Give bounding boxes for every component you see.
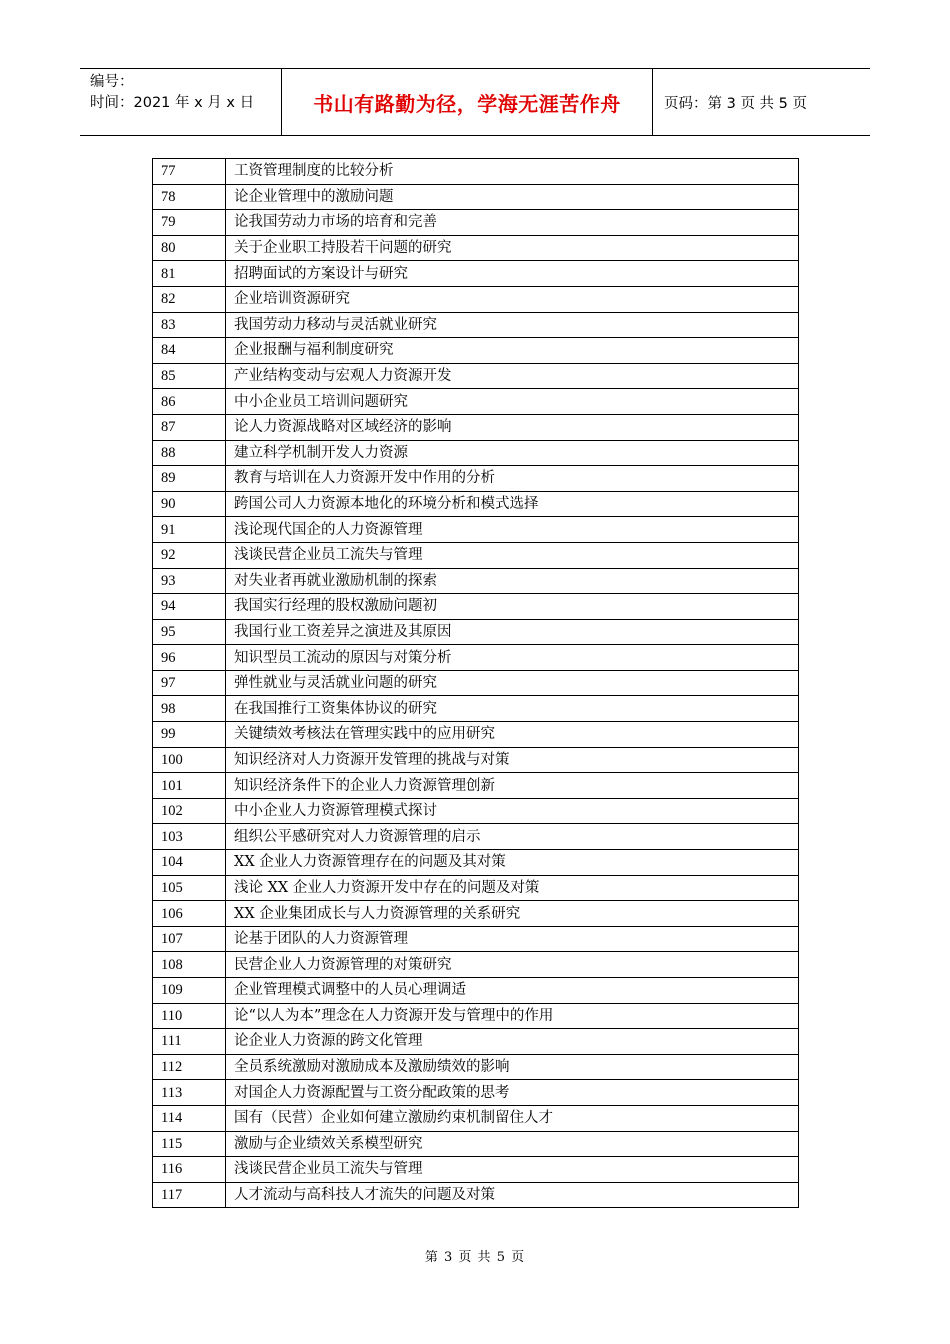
- row-title: 人才流动与高科技人才流失的问题及对策: [226, 1182, 799, 1208]
- table-row: [153, 517, 799, 543]
- row-title: 论我国劳动力市场的培育和完善: [226, 210, 799, 236]
- table-row: [153, 235, 799, 261]
- row-title: 我国行业工资差异之演进及其原因: [226, 619, 799, 645]
- table-row: [153, 875, 799, 901]
- table-row: [153, 286, 799, 312]
- row-title: 论“以人为本”理念在人力资源开发与管理中的作用: [226, 1003, 799, 1029]
- row-title: 浅谈民营企业员工流失与管理: [226, 1157, 799, 1183]
- row-number: 113: [153, 1080, 226, 1106]
- row-number: 106: [153, 901, 226, 927]
- page-footer: 第 3 页 共 5 页: [424, 1250, 526, 1265]
- row-number: 85: [153, 363, 226, 389]
- topic-table-body: [153, 159, 799, 1208]
- header-meta: [80, 69, 282, 135]
- code-label: 编号：: [90, 74, 134, 90]
- table-row: [153, 594, 799, 620]
- row-number: 93: [153, 568, 226, 594]
- table-row: [153, 747, 799, 773]
- table-row: [153, 926, 799, 952]
- row-title: 激励与企业绩效关系模型研究: [226, 1131, 799, 1157]
- table-row: [153, 338, 799, 364]
- time-label: 时间：2021 年 x 月 x 日: [90, 95, 255, 111]
- row-number: 100: [153, 747, 226, 773]
- page-header: [80, 68, 870, 136]
- row-number: 116: [153, 1157, 226, 1183]
- row-title: 产业结构变动与宏观人力资源开发: [226, 363, 799, 389]
- row-number: 91: [153, 517, 226, 543]
- table-row: [153, 696, 799, 722]
- row-number: 82: [153, 286, 226, 312]
- row-number: 86: [153, 389, 226, 415]
- table-row: [153, 414, 799, 440]
- table-row: [153, 773, 799, 799]
- table-row: [153, 798, 799, 824]
- row-title: 组织公平感研究对人力资源管理的启示: [226, 824, 799, 850]
- row-number: 84: [153, 338, 226, 364]
- row-title: 知识经济条件下的企业人力资源管理创新: [226, 773, 799, 799]
- row-number: 101: [153, 773, 226, 799]
- table-row: [153, 440, 799, 466]
- table-row: [153, 901, 799, 927]
- row-number: 79: [153, 210, 226, 236]
- row-number: 80: [153, 235, 226, 261]
- row-title: 民营企业人力资源管理的对策研究: [226, 952, 799, 978]
- row-number: 107: [153, 926, 226, 952]
- table-row: [153, 645, 799, 671]
- table-row: [153, 1003, 799, 1029]
- row-number: 117: [153, 1182, 226, 1208]
- row-title: 知识经济对人力资源开发管理的挑战与对策: [226, 747, 799, 773]
- row-title: 论基于团队的人力资源管理: [226, 926, 799, 952]
- row-title: 知识型员工流动的原因与对策分析: [226, 645, 799, 671]
- row-number: 96: [153, 645, 226, 671]
- topic-table: [152, 158, 799, 1208]
- table-row: [153, 389, 799, 415]
- table-row: [153, 568, 799, 594]
- table-row: [153, 978, 799, 1004]
- row-number: 92: [153, 542, 226, 568]
- table-row: [153, 159, 799, 185]
- row-title: 浅论现代国企的人力资源管理: [226, 517, 799, 543]
- row-number: 108: [153, 952, 226, 978]
- row-number: 115: [153, 1131, 226, 1157]
- row-title: XX 企业集团成长与人力资源管理的关系研究: [226, 901, 799, 927]
- table-row: [153, 363, 799, 389]
- table-row: [153, 1029, 799, 1055]
- row-number: 97: [153, 670, 226, 696]
- header-page-label: 页码：第 3 页 共 5 页: [664, 95, 807, 112]
- table-row: [153, 1054, 799, 1080]
- row-title: 国有（民营）企业如何建立激励约束机制留住人才: [226, 1105, 799, 1131]
- table-row: [153, 670, 799, 696]
- row-number: 83: [153, 312, 226, 338]
- row-title: 跨国公司人力资源本地化的环境分析和模式选择: [226, 491, 799, 517]
- row-title: 我国劳动力移动与灵活就业研究: [226, 312, 799, 338]
- row-number: 114: [153, 1105, 226, 1131]
- row-number: 94: [153, 594, 226, 620]
- table-row: [153, 850, 799, 876]
- table-row: [153, 491, 799, 517]
- table-row: [153, 824, 799, 850]
- table-row: [153, 466, 799, 492]
- row-number: 102: [153, 798, 226, 824]
- row-title: 浅谈民营企业员工流失与管理: [226, 542, 799, 568]
- row-number: 103: [153, 824, 226, 850]
- table-row: [153, 722, 799, 748]
- row-number: 77: [153, 159, 226, 185]
- row-title: 全员系统激励对激励成本及激励绩效的影响: [226, 1054, 799, 1080]
- table-row: [153, 210, 799, 236]
- row-number: 110: [153, 1003, 226, 1029]
- table-row: [153, 619, 799, 645]
- row-title: 中小企业人力资源管理模式探讨: [226, 798, 799, 824]
- row-title: 企业培训资源研究: [226, 286, 799, 312]
- row-number: 95: [153, 619, 226, 645]
- row-title: 教育与培训在人力资源开发中作用的分析: [226, 466, 799, 492]
- row-title: XX 企业人力资源管理存在的问题及其对策: [226, 850, 799, 876]
- table-row: [153, 1182, 799, 1208]
- row-title: 论企业人力资源的跨文化管理: [226, 1029, 799, 1055]
- row-number: 98: [153, 696, 226, 722]
- row-title: 论人力资源战略对区域经济的影响: [226, 414, 799, 440]
- row-title: 对失业者再就业激励机制的探索: [226, 568, 799, 594]
- table-row: [153, 1105, 799, 1131]
- row-number: 99: [153, 722, 226, 748]
- table-row: [153, 184, 799, 210]
- row-title: 工资管理制度的比较分析: [226, 159, 799, 185]
- row-title: 关于企业职工持股若干问题的研究: [226, 235, 799, 261]
- row-title: 浅论 XX 企业人力资源开发中存在的问题及对策: [226, 875, 799, 901]
- row-number: 104: [153, 850, 226, 876]
- row-number: 81: [153, 261, 226, 287]
- row-number: 112: [153, 1054, 226, 1080]
- row-title: 在我国推行工资集体协议的研究: [226, 696, 799, 722]
- row-number: 109: [153, 978, 226, 1004]
- table-row: [153, 1131, 799, 1157]
- row-number: 111: [153, 1029, 226, 1055]
- table-row: [153, 1157, 799, 1183]
- row-number: 78: [153, 184, 226, 210]
- table-row: [153, 261, 799, 287]
- row-title: 对国企人力资源配置与工资分配政策的思考: [226, 1080, 799, 1106]
- row-number: 90: [153, 491, 226, 517]
- row-title: 论企业管理中的激励问题: [226, 184, 799, 210]
- row-title: 企业管理模式调整中的人员心理调适: [226, 978, 799, 1004]
- row-title: 弹性就业与灵活就业问题的研究: [226, 670, 799, 696]
- row-title: 建立科学机制开发人力资源: [226, 440, 799, 466]
- row-number: 88: [153, 440, 226, 466]
- table-row: [153, 312, 799, 338]
- table-row: [153, 952, 799, 978]
- header-motto: 书山有路勤为径，学海无涯苦作舟: [282, 69, 653, 135]
- row-number: 87: [153, 414, 226, 440]
- row-title: 中小企业员工培训问题研究: [226, 389, 799, 415]
- row-number: 89: [153, 466, 226, 492]
- row-title: 企业报酬与福利制度研究: [226, 338, 799, 364]
- row-title: 招聘面试的方案设计与研究: [226, 261, 799, 287]
- row-title: 关键绩效考核法在管理实践中的应用研究: [226, 722, 799, 748]
- row-title: 我国实行经理的股权激励问题初: [226, 594, 799, 620]
- table-row: [153, 1080, 799, 1106]
- table-row: [153, 542, 799, 568]
- row-number: 105: [153, 875, 226, 901]
